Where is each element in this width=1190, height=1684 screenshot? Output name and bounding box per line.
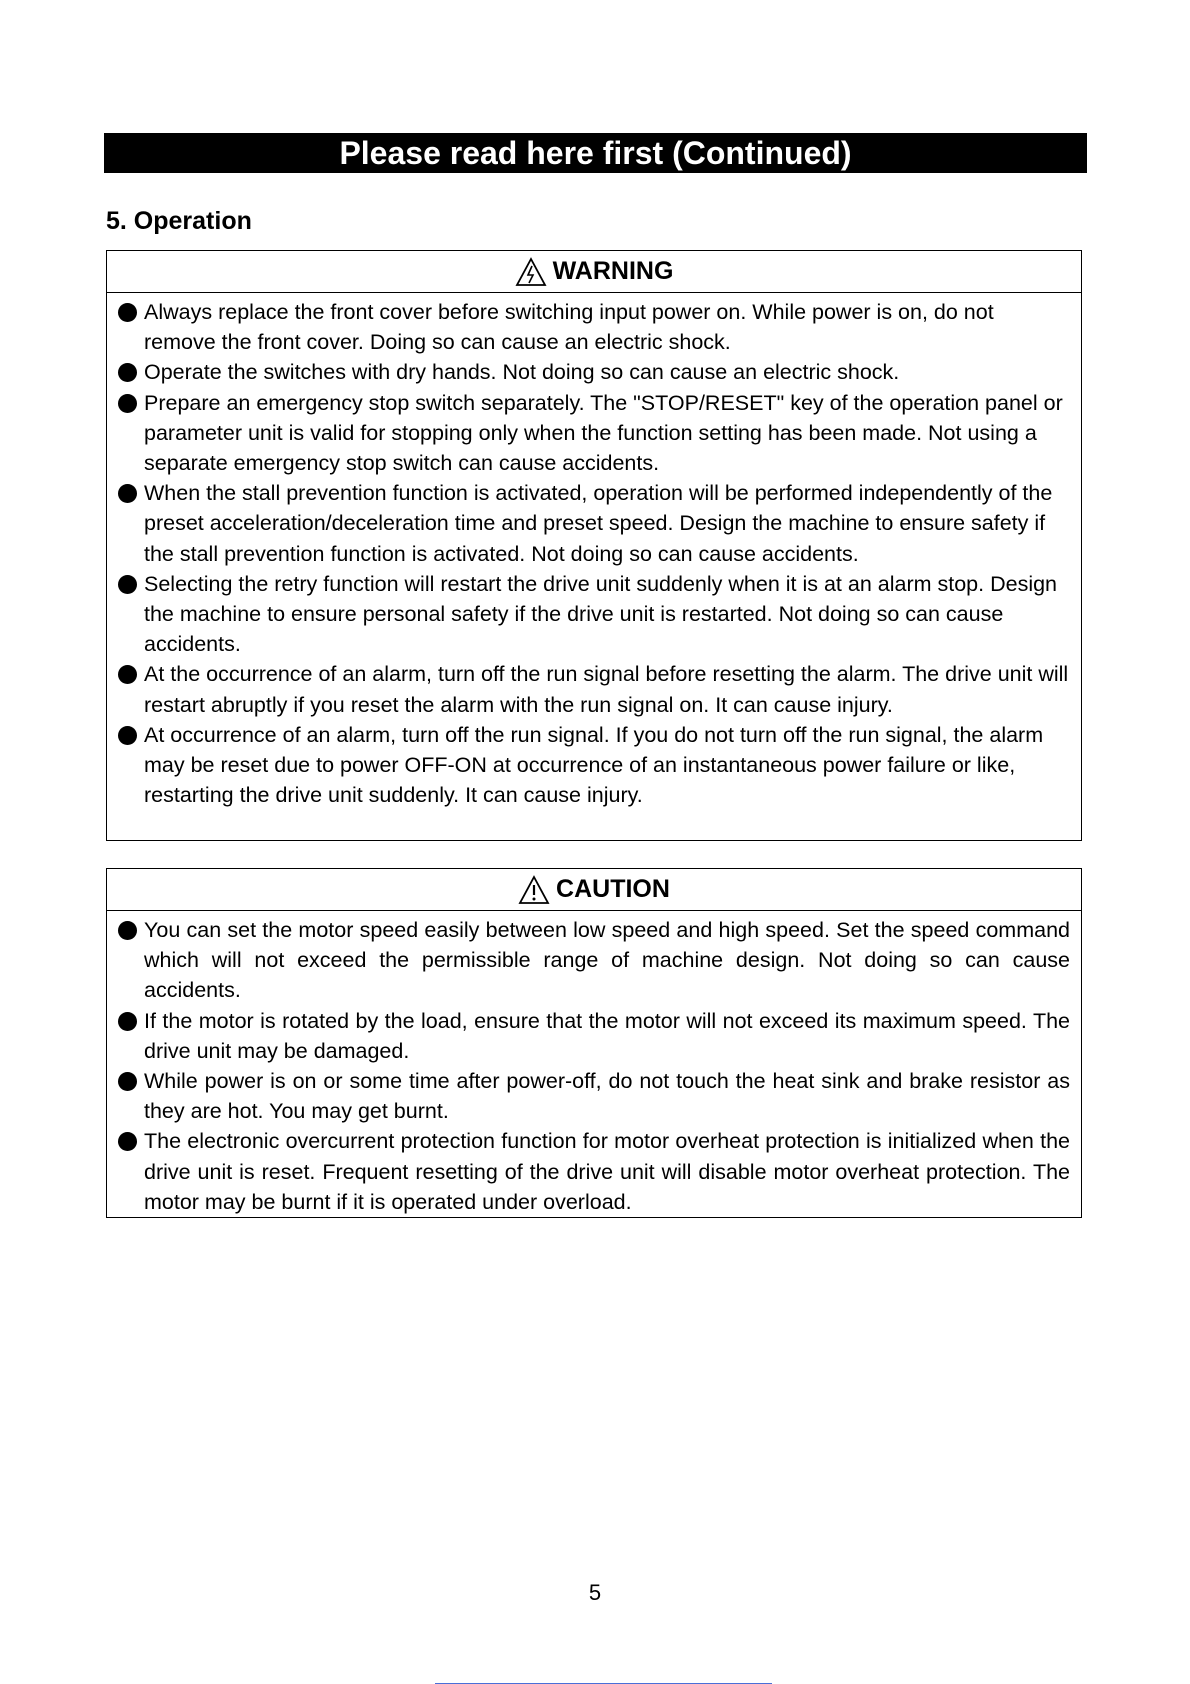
caution-item-text: While power is on or some time after power-off, do not touch the heat sink and brake resistor as they are hot. You may get burnt.	[144, 1069, 1070, 1124]
bullet-icon	[118, 1132, 137, 1151]
section-heading: 5. Operation	[106, 207, 252, 235]
warning-label: WARNING	[552, 257, 674, 285]
caution-box	[106, 868, 1082, 1218]
bullet-icon	[118, 575, 137, 594]
warning-item-text: Prepare an emergency stop switch separately. The "STOP/RESET" key of the operation panel or parameter unit is valid for stopping only when the function setting has been made. Not using a separate emergency stop switch can cause accidents.	[144, 390, 1063, 476]
bullet-icon	[118, 363, 137, 382]
warning-item	[118, 357, 1070, 387]
bullet-icon	[118, 394, 137, 413]
page-title-banner: Please read here first (Continued)	[104, 133, 1087, 173]
exclamation-triangle-icon	[518, 875, 550, 905]
warning-item-text: At the occurrence of an alarm, turn off the run signal before resetting the alarm. The drive unit will restart abruptly if you reset the alarm with the run signal on. It can cause injury.	[144, 662, 1069, 717]
page-number: 5	[588, 1580, 602, 1605]
caution-item	[118, 915, 1070, 1006]
warning-header	[107, 251, 1081, 293]
bullet-icon	[118, 1012, 137, 1031]
warning-list	[107, 293, 1081, 810]
caution-item	[118, 1126, 1070, 1217]
caution-header	[107, 869, 1081, 911]
warning-item	[118, 659, 1070, 719]
warning-item-text: When the stall prevention function is activated, operation will be performed independently of the preset acceleration/deceleration time and preset speed. Design the machine to ensure safety if the stall prevention function is activated. Not doing so can cause accidents.	[144, 481, 1053, 566]
warning-item-text: Always replace the front cover before switching input power on. While power is on, do not remove the front cover. Doing so can cause an electric shock.	[144, 300, 994, 355]
bullet-icon	[118, 726, 137, 745]
warning-item	[118, 478, 1070, 569]
bullet-icon	[118, 1072, 137, 1091]
warning-item-text: Selecting the retry function will restart the drive unit suddenly when it is at an alarm stop. Design the machine to ensure personal safety if the drive unit is restarted. Not doing so can cause accidents.	[144, 571, 1058, 657]
caution-item	[118, 1006, 1070, 1066]
bullet-icon	[118, 665, 137, 684]
electric-hazard-triangle-icon	[515, 257, 547, 287]
warning-item	[118, 569, 1070, 660]
warning-item	[118, 720, 1070, 811]
warning-box	[106, 250, 1082, 841]
bullet-icon	[118, 303, 137, 322]
bullet-icon	[118, 484, 137, 503]
caution-item	[118, 1066, 1070, 1126]
warning-item-text: Operate the switches with dry hands. Not doing so can cause an electric shock.	[144, 360, 900, 385]
caution-item-text: If the motor is rotated by the load, ensure that the motor will not exceed its maximum speed. The drive unit may be damaged.	[144, 1008, 1070, 1063]
bullet-icon	[118, 921, 137, 940]
caution-label: CAUTION	[556, 875, 670, 903]
caution-list	[107, 911, 1081, 1217]
caution-item-text: The electronic overcurrent protection function for motor overheat protection is initialized when the drive unit is reset. Frequent resetting of the drive unit will disable motor overheat protection. The motor may be burnt if it is operated under overload.	[144, 1129, 1070, 1214]
warning-item-text: At occurrence of an alarm, turn off the run signal. If you do not turn off the run signal, the alarm may be reset due to power OFF-ON at occurrence of an instantaneous power failure or like, restarting the drive unit suddenly. It can cause injury.	[144, 722, 1044, 808]
warning-item	[118, 297, 1070, 357]
caution-item-text: You can set the motor speed easily between low speed and high speed. Set the speed command which will not exceed the permissible range of machine design. Not doing so can cause accidents.	[144, 918, 1070, 1003]
warning-item	[118, 388, 1070, 479]
